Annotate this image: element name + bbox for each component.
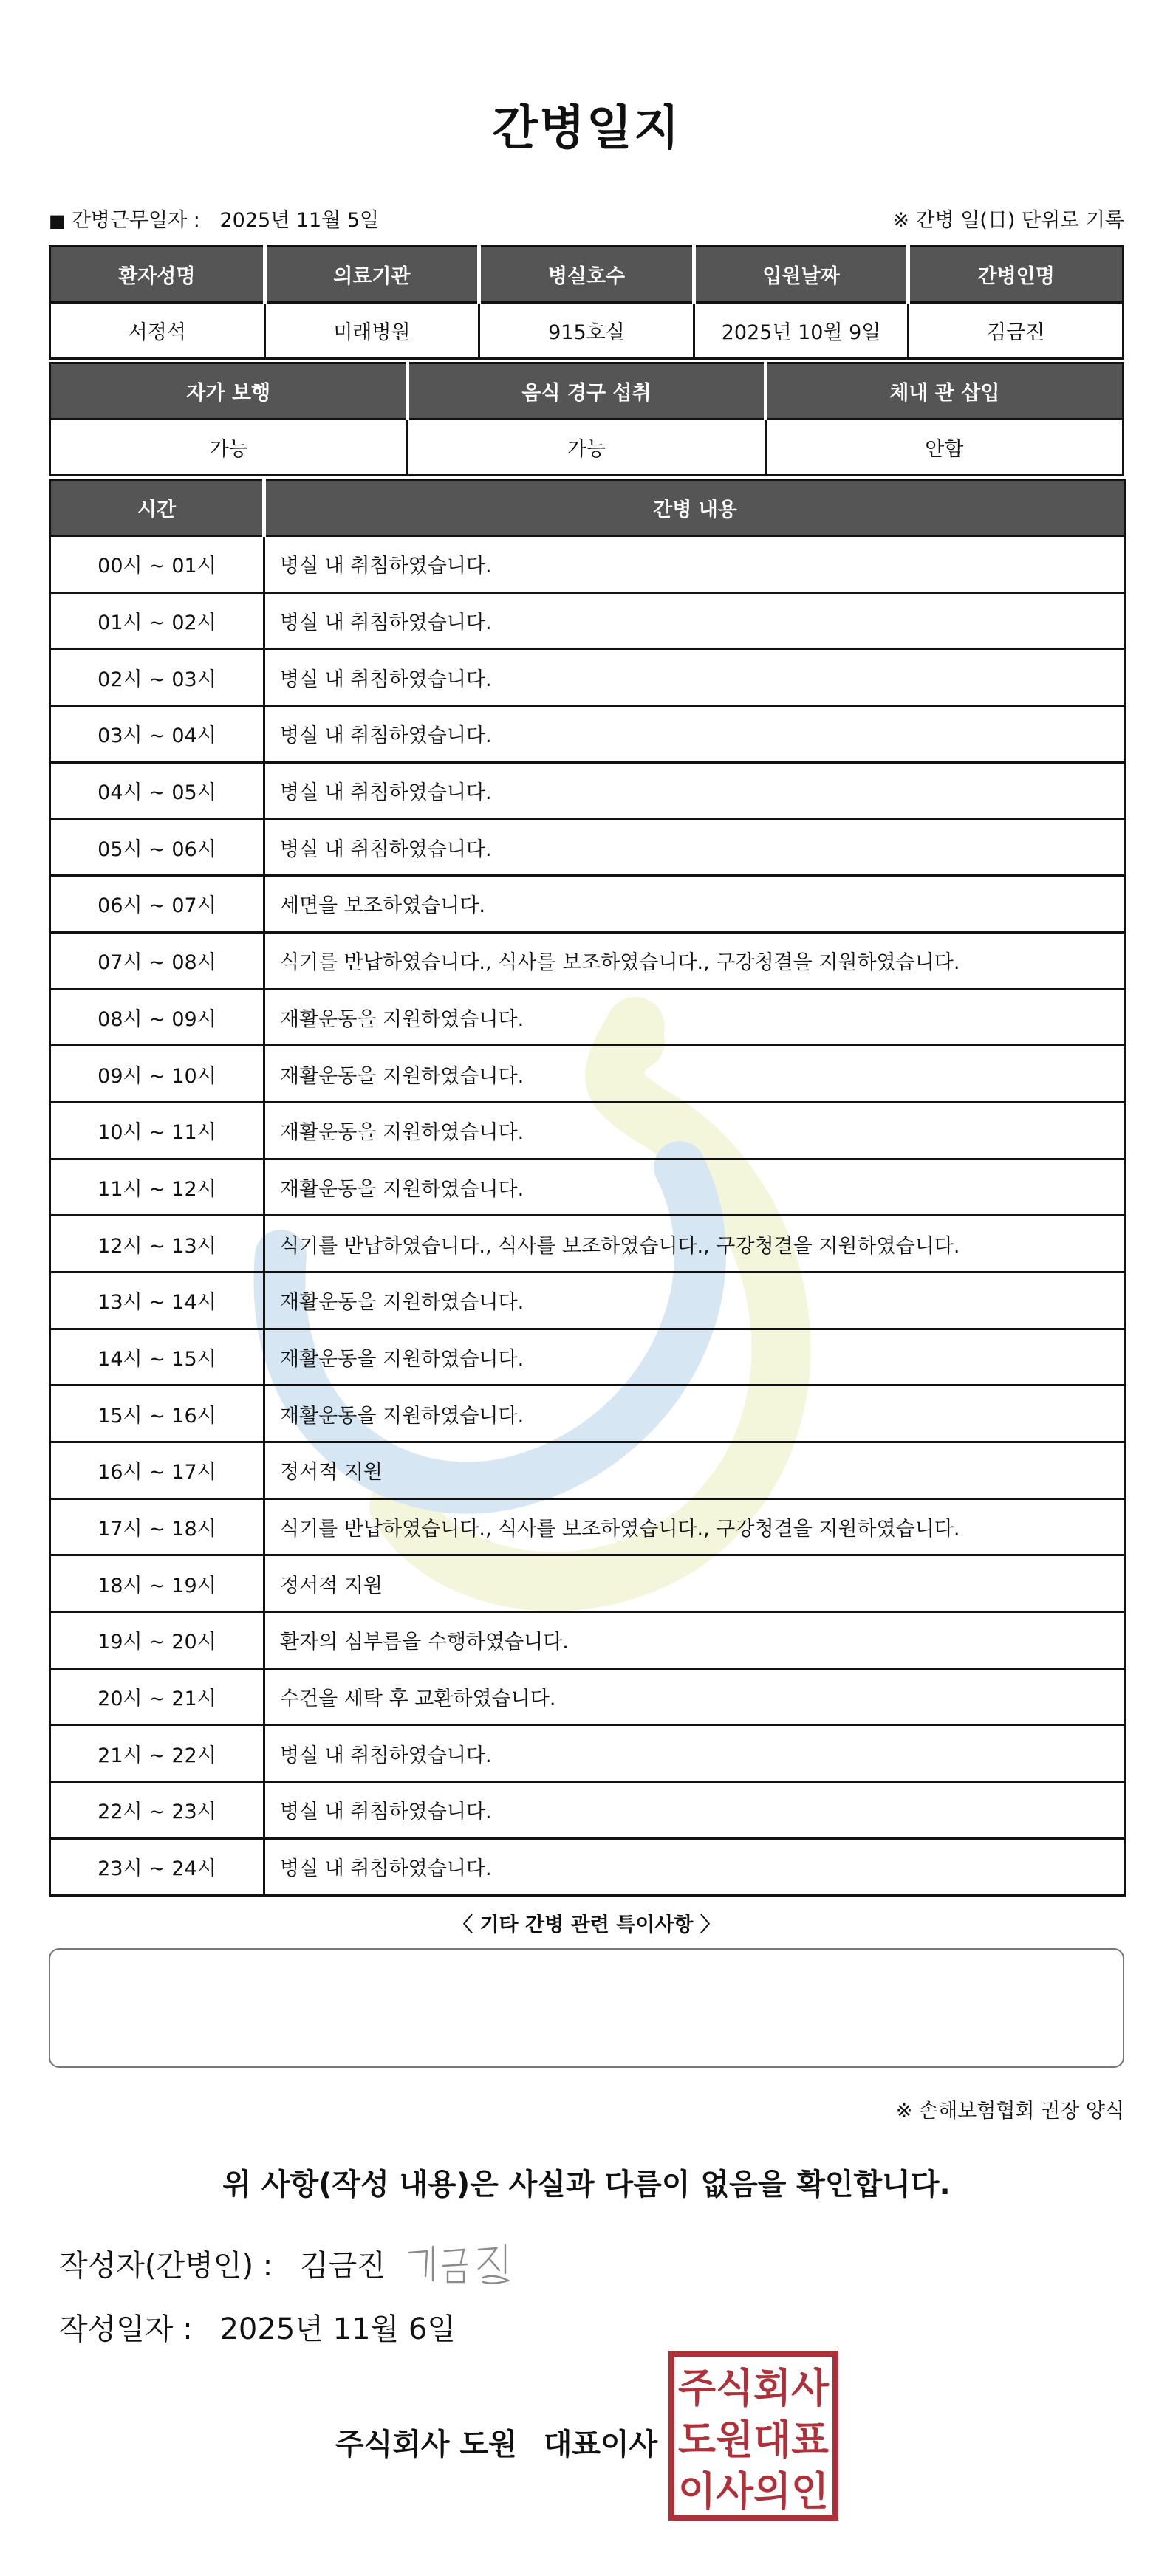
care-log-time: 22시 ~ 23시	[50, 1782, 264, 1839]
care-log-row	[50, 536, 1126, 593]
care-log-row	[50, 876, 1126, 933]
care-log-row	[50, 1102, 1126, 1159]
care-log-time: 01시 ~ 02시	[50, 592, 264, 649]
status-value-row	[50, 419, 1124, 476]
care-log-time: 03시 ~ 04시	[50, 706, 264, 763]
care-log-row	[50, 1498, 1126, 1555]
care-log-row	[50, 1385, 1126, 1442]
care-log-content: 재활운동을 지원하였습니다.	[264, 1329, 1126, 1385]
meta-row	[49, 204, 1124, 233]
care-log-content: 재활운동을 지원하였습니다.	[264, 1385, 1126, 1442]
care-log-row	[50, 819, 1126, 876]
care-log-time: 04시 ~ 05시	[50, 762, 264, 819]
care-log-content: 재활운동을 지원하였습니다.	[264, 1046, 1126, 1103]
care-log-content: 세면을 보조하였습니다.	[264, 876, 1126, 933]
care-log-row	[50, 989, 1126, 1046]
status-header-row	[50, 363, 1124, 419]
care-log-time: 05시 ~ 06시	[50, 819, 264, 876]
care-log-time: 09시 ~ 10시	[50, 1046, 264, 1103]
seal-text-line: 이사의인	[678, 2468, 829, 2515]
header-hospital: 의료기관	[264, 247, 479, 303]
care-log-time: 20시 ~ 21시	[50, 1668, 264, 1725]
patient-info-table	[49, 245, 1124, 360]
care-log-content: 병실 내 취침하였습니다.	[264, 536, 1126, 593]
care-log-content: 식기를 반납하였습니다., 식사를 보조하였습니다., 구강청결을 지원하였습니다.	[264, 932, 1126, 989]
room-number: 915호실	[479, 303, 694, 359]
care-log-content: 재활운동을 지원하였습니다.	[264, 1102, 1126, 1159]
written-date-label: 작성일자 :	[59, 2312, 193, 2346]
care-log-row	[50, 592, 1126, 649]
confirmation-text: 위 사항(작성 내용)은 사실과 다름이 없음을 확인합니다.	[222, 2168, 951, 2202]
header-admission-date: 입원날짜	[694, 247, 909, 303]
admission-date: 2025년 10월 9일	[694, 303, 909, 359]
company-line	[335, 2421, 657, 2463]
care-log-content: 병실 내 취침하였습니다.	[264, 762, 1126, 819]
document-title: 간병일지	[492, 101, 681, 156]
care-log-row	[50, 1272, 1126, 1329]
care-log-time: 12시 ~ 13시	[50, 1216, 264, 1272]
care-log-row	[50, 1668, 1126, 1725]
company-seal	[668, 2350, 839, 2521]
care-log-content: 환자의 심부름을 수행하였습니다.	[264, 1612, 1126, 1669]
care-log-time: 02시 ~ 03시	[50, 649, 264, 706]
patient-info-value-row	[50, 303, 1124, 359]
care-log-row	[50, 1782, 1126, 1839]
care-log-row	[50, 706, 1126, 763]
care-log-content: 병실 내 취침하였습니다.	[264, 649, 1126, 706]
header-care-content: 간병 내용	[264, 480, 1126, 536]
care-log-time: 18시 ~ 19시	[50, 1555, 264, 1612]
walking-status: 가능	[50, 419, 408, 476]
care-log-row	[50, 1442, 1126, 1499]
company-representative: 대표이사	[543, 2428, 658, 2462]
work-date-value: 2025년 11월 5일	[219, 209, 380, 232]
care-log-row	[50, 1555, 1126, 1612]
writer-label: 작성자(간병인) :	[59, 2249, 273, 2283]
care-log-time: 14시 ~ 15시	[50, 1329, 264, 1385]
care-log-row	[50, 1725, 1126, 1782]
care-log-header-row	[50, 480, 1126, 536]
hospital-name: 미래병원	[264, 303, 479, 359]
care-log-time: 11시 ~ 12시	[50, 1159, 264, 1216]
care-log-body	[50, 536, 1126, 1896]
work-date-separator: :	[193, 209, 200, 232]
header-room: 병실호수	[479, 247, 694, 303]
square-bullet-icon: ■	[49, 210, 66, 231]
work-date-label: 간병근무일자	[71, 209, 188, 232]
care-log-time: 00시 ~ 01시	[50, 536, 264, 593]
care-log-content: 재활운동을 지원하였습니다.	[264, 1272, 1126, 1329]
care-log-content: 재활운동을 지원하였습니다.	[264, 1159, 1126, 1216]
care-log-row	[50, 649, 1126, 706]
care-log-content: 병실 내 취침하였습니다.	[264, 1838, 1126, 1895]
care-log-time: 08시 ~ 09시	[50, 989, 264, 1046]
written-date-line	[59, 2306, 456, 2348]
header-oral-intake: 음식 경구 섭취	[408, 363, 765, 419]
patient-name: 서정석	[50, 303, 265, 359]
oral-intake-status: 가능	[408, 419, 765, 476]
care-log-time: 07시 ~ 08시	[50, 932, 264, 989]
writer-name: 김금진	[299, 2249, 386, 2283]
care-log-content: 병실 내 취침하였습니다.	[264, 706, 1126, 763]
seal-text-line: 주식회사	[678, 2365, 830, 2411]
care-log-row	[50, 1838, 1126, 1895]
caregiver-name: 김금진	[909, 303, 1124, 359]
header-walking: 자가 보행	[50, 363, 408, 419]
patient-info-header-row	[50, 247, 1124, 303]
company-name: 주식회사 도원	[335, 2428, 517, 2462]
care-log-content: 재활운동을 지원하였습니다.	[264, 989, 1126, 1046]
care-log-content: 병실 내 취침하였습니다.	[264, 819, 1126, 876]
work-date	[49, 204, 379, 233]
care-log-time: 10시 ~ 11시	[50, 1102, 264, 1159]
writer-signature	[405, 2238, 523, 2289]
status-table	[49, 362, 1124, 476]
care-log-time: 15시 ~ 16시	[50, 1385, 264, 1442]
written-date-value: 2025년 11월 6일	[219, 2312, 456, 2346]
recommend-note: ※ 손해보험협회 권장 양식	[895, 2100, 1124, 2123]
header-caregiver: 간병인명	[909, 247, 1124, 303]
care-log-time: 06시 ~ 07시	[50, 876, 264, 933]
care-log-content: 정서적 지원	[264, 1555, 1126, 1612]
header-patient-name: 환자성명	[50, 247, 265, 303]
care-log-table	[49, 479, 1126, 1897]
care-log-row	[50, 1612, 1126, 1669]
care-log-content: 정서적 지원	[264, 1442, 1126, 1499]
header-tube: 체내 관 삽입	[765, 363, 1123, 419]
care-log-time: 13시 ~ 14시	[50, 1272, 264, 1329]
tube-status: 안함	[765, 419, 1123, 476]
unit-note: ※ 간병 일(日) 단위로 기록	[892, 209, 1124, 232]
care-log-time: 17시 ~ 18시	[50, 1498, 264, 1555]
care-log-row	[50, 1216, 1126, 1272]
care-log-row	[50, 932, 1126, 989]
care-log-content: 수건을 세탁 후 교환하였습니다.	[264, 1668, 1126, 1725]
header-time: 시간	[50, 480, 264, 536]
care-log-row	[50, 1329, 1126, 1385]
care-log-row	[50, 1046, 1126, 1103]
care-log-time: 16시 ~ 17시	[50, 1442, 264, 1499]
memo-title: 〈 기타 간병 관련 특이사항 〉	[453, 1914, 720, 1936]
care-log-content: 병실 내 취침하였습니다.	[264, 592, 1126, 649]
care-log-time: 21시 ~ 22시	[50, 1725, 264, 1782]
care-log-time: 19시 ~ 20시	[50, 1612, 264, 1669]
care-log-time: 23시 ~ 24시	[50, 1838, 264, 1895]
writer-line	[59, 2242, 386, 2284]
care-log-content: 식기를 반납하였습니다., 식사를 보조하였습니다., 구강청결을 지원하였습니다.	[264, 1498, 1126, 1555]
seal-text-line: 도원대표	[678, 2416, 829, 2463]
care-log-content: 병실 내 취침하였습니다.	[264, 1782, 1126, 1839]
care-log-row	[50, 762, 1126, 819]
care-log-content: 병실 내 취침하였습니다.	[264, 1725, 1126, 1782]
memo-box	[49, 1948, 1124, 2068]
care-log-row	[50, 1159, 1126, 1216]
care-log-content: 식기를 반납하였습니다., 식사를 보조하였습니다., 구강청결을 지원하였습니다.	[264, 1216, 1126, 1272]
